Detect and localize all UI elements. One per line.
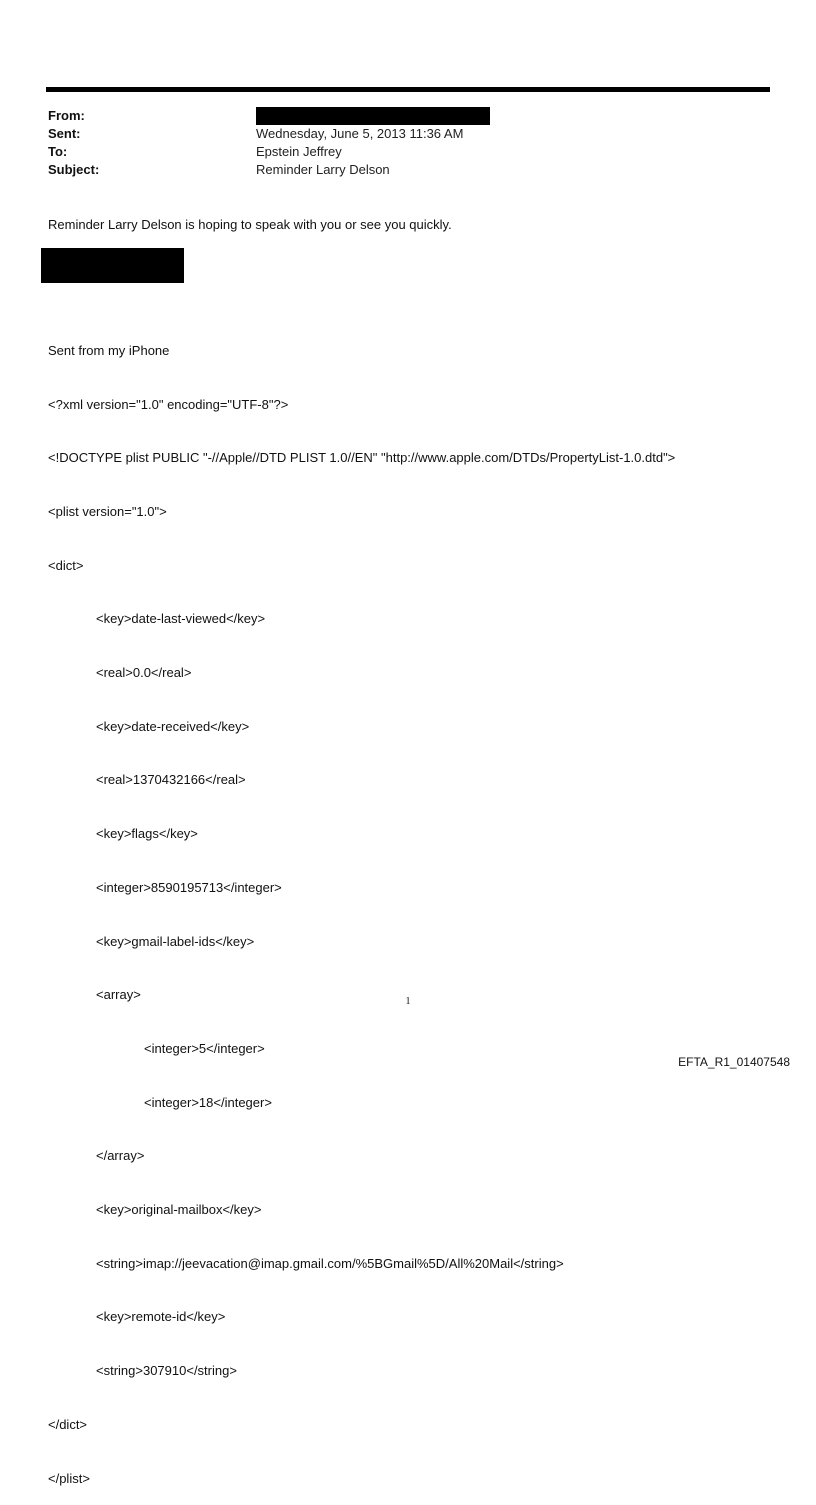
plist-line: <string>307910</string> [96,1363,237,1379]
header-from-row [48,107,608,125]
email-header [48,107,608,179]
header-subject-row [48,161,608,179]
plist-line: <key>date-last-viewed</key> [96,611,266,627]
plist-line: </plist> [48,1470,90,1486]
header-to-row [48,143,608,161]
plist-line: </array> [96,1148,145,1164]
subject-label: Subject: [48,162,100,177]
plist-line: <real>0.0</real> [96,665,192,681]
plist-line: <plist version="1.0"> [48,503,167,519]
plist-line: <key>gmail-label-ids</key> [96,933,255,949]
plist-line: <integer>5</integer> [144,1040,265,1056]
plist-line: <key>date-received</key> [96,718,250,734]
email-body: Reminder Larry Delson is hoping to speak with you or see you quickly. [48,217,452,232]
plist-line: </dict> [48,1416,88,1432]
plist-line: <!DOCTYPE plist PUBLIC "-//Apple//DTD PLIST 1.0//EN" "http://www.apple.com/DTDs/PropertyList-1.0.dtd"> [48,450,676,466]
plist-line: <string>imap://jeevacation@imap.gmail.com/%5BGmail%5D/All%20Mail</string> [96,1255,564,1271]
sent-value: Wednesday, June 5, 2013 11:36 AM [256,126,464,141]
sent-label: Sent: [48,126,81,141]
document-id: EFTA_R1_01407548 [678,1055,790,1069]
signature-line: Sent from my iPhone [48,342,170,358]
plist-line: <array> [96,987,141,1003]
to-value: Epstein Jeffrey [256,144,342,159]
header-sent-row [48,125,608,143]
plist-line: <dict> [48,557,84,573]
page-number: 1 [405,996,411,1007]
plist-line: <key>flags</key> [96,826,198,842]
redaction-box [41,248,184,283]
from-label: From: [48,108,85,123]
plist-line: <key>original-mailbox</key> [96,1202,262,1218]
subject-value: Reminder Larry Delson [256,162,390,177]
header-divider [46,87,770,92]
to-label: To: [48,144,68,159]
plist-line: <integer>18</integer> [144,1094,272,1110]
plist-block [48,306,675,1505]
plist-line: <?xml version="1.0" encoding="UTF-8"?> [48,396,289,412]
redaction-box [256,107,490,125]
plist-line: <integer>8590195713</integer> [96,879,282,895]
plist-line: <real>1370432166</real> [96,772,246,788]
plist-line: <key>remote-id</key> [96,1309,226,1325]
